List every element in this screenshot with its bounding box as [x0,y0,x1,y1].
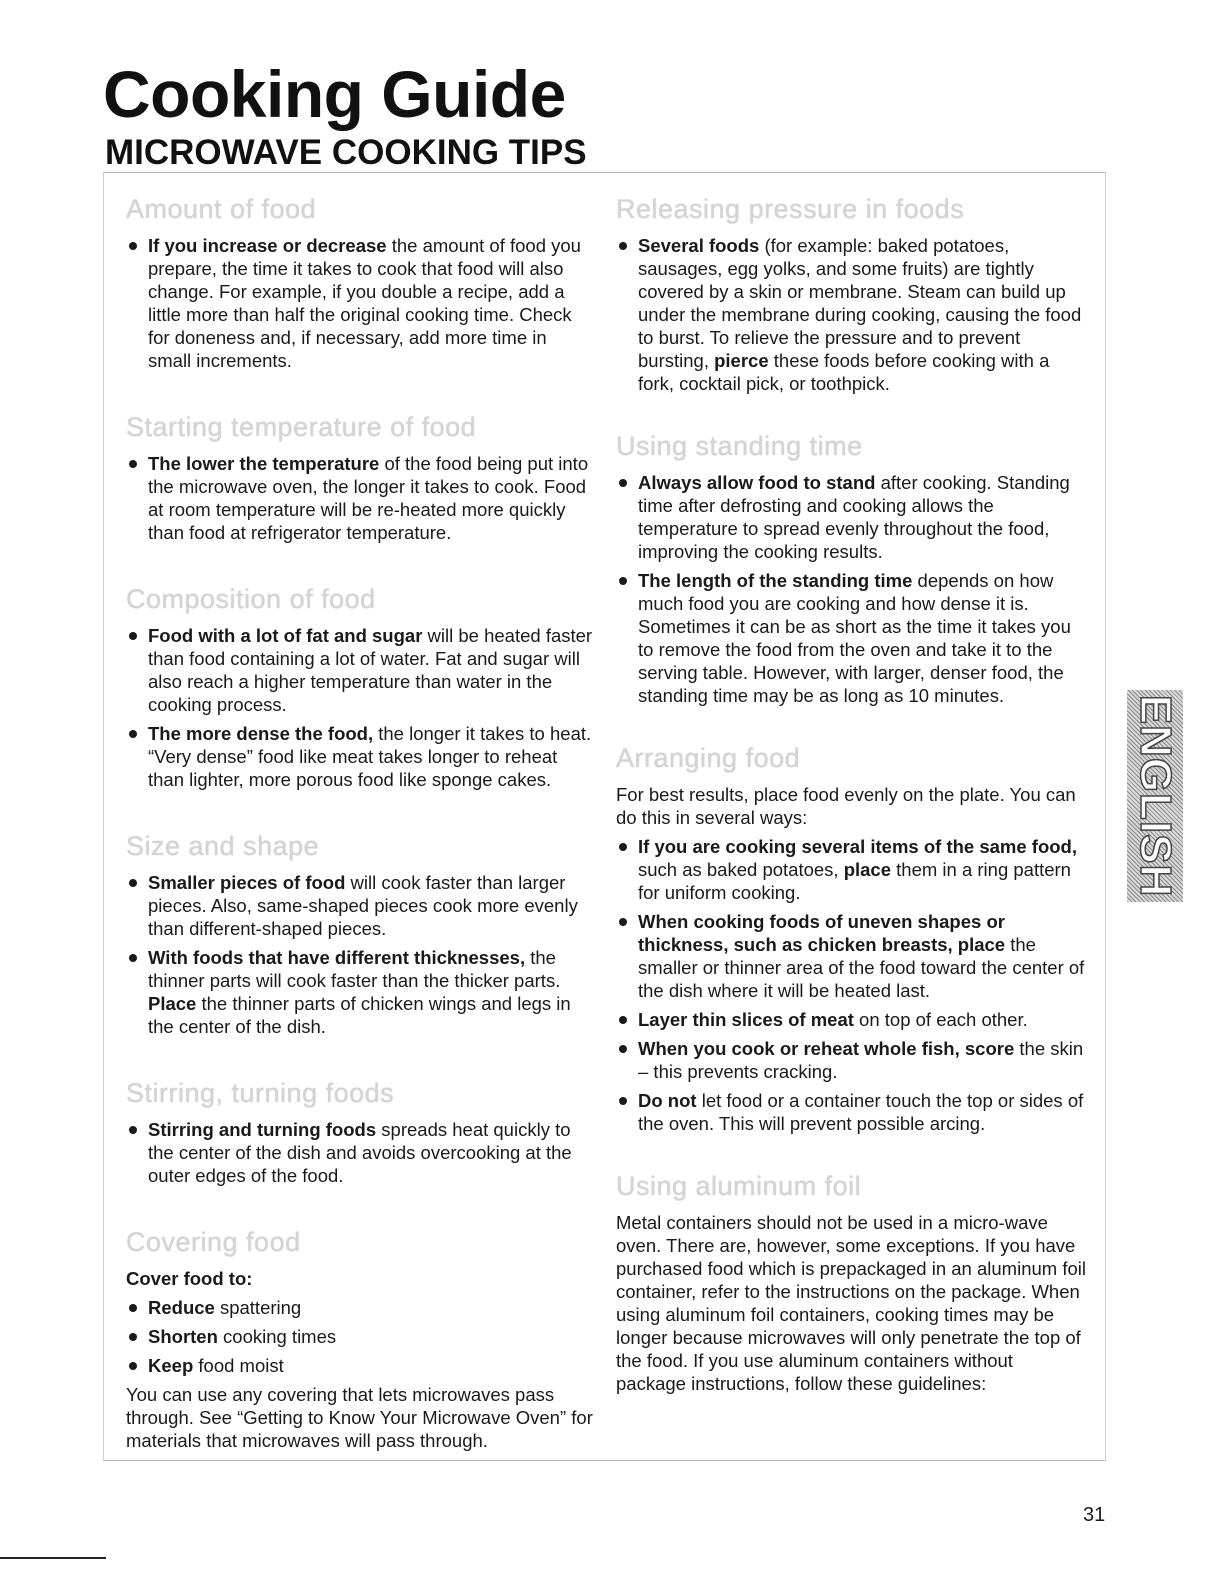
bold-lead: With foods that have different thicknesses, [148,947,526,968]
bullet-list [126,1296,594,1377]
bold-lead: Food with a lot of fat and sugar [148,625,423,646]
section-releasing-pressure [616,192,1088,395]
list-item [616,1037,1088,1083]
list-item [126,946,594,1038]
bold-lead: Shorten [148,1326,218,1347]
list-item [126,1325,594,1348]
item-text: these foods before cooking with a fork, cocktail pick, or toothpick. [638,350,1050,394]
item-text: will cook faster than larger pieces. Also, same-shaped pieces cook more evenly than different-shaped pieces. [148,872,578,939]
section-arranging-food [616,741,1088,1135]
bold-lead: The lower the temperature [148,453,380,474]
page-subtitle: MICROWAVE COOKING TIPS [105,133,587,172]
section-composition-of-food [126,582,594,791]
bold-lead: The length of the standing time [638,570,913,591]
item-text: on top of each other. [853,1009,1028,1030]
item-text: the thinner parts of chicken wings and legs in the center of the dish. [148,993,571,1037]
item-text: spreads heat quickly to the center of the dish and avoids overcooking at the outer edges of the food. [148,1119,572,1186]
bold-lead: Always allow food to stand [638,472,876,493]
bold-lead: Keep [148,1355,194,1376]
bullet-list [126,452,594,544]
list-item [616,1089,1088,1135]
bold-lead: Reduce [148,1297,215,1318]
bold-inline: pierce [714,350,769,371]
side-tab-label: ENGLISH [1131,694,1180,898]
foil-paragraph: Metal containers should not be used in a micro-wave oven. There are, however, some exceptions. If you have purchased food which is prepackaged in an aluminum foil container, refer to the instructions on the package. When using aluminum foil containers, cooking times may be longer because microwaves will only penetrate the top of the food. If you use aluminum containers without package instructions, follow these guidelines: [616,1212,1086,1394]
list-item [616,835,1088,904]
item-text: spattering [214,1297,302,1318]
bold-lead: When cooking foods of uneven shapes or thickness, such as chicken breasts, place [638,911,1006,955]
bullet-list [616,471,1088,707]
footer-rule [0,1557,106,1559]
item-text: after cooking. Standing time after defrosting and cooking allows the temperature to spread evenly throughout the food, improving the cooking results. [638,472,1070,562]
item-text: the smaller or thinner area of the food toward the center of the dish where it will be heated last. [638,934,1085,1001]
section-amount-of-food [126,192,594,372]
item-text: depends on how much food you are cooking and how dense it is. Sometimes it can be as short as the time it takes you to remove the food from the oven and take it to the serving table. However, with larger, denser food, the standing time may be as long as 10 minutes. [638,570,1071,706]
left-column [126,192,594,1490]
section-heading: Covering food [126,1227,301,1257]
bold-lead: Stirring and turning foods [148,1119,377,1140]
section-stirring-turning [126,1076,594,1187]
bold-lead: When you cook or reheat whole fish, score [638,1038,1015,1059]
bold-lead: Layer thin slices of meat [638,1009,854,1030]
bold-inline: place [843,859,892,880]
arranging-paragraph: For best results, place food evenly on the plate. You can do this in several ways: [616,784,1076,828]
item-text: the skin – this prevents cracking. [638,1038,1084,1082]
list-item [126,234,594,372]
list-item [616,1008,1088,1031]
item-text: (for example: baked potatoes, sausages, egg yolks, and some fruits) are tightly covered by a skin or membrane. Steam can build up under the membrane during cooking, causing the food to burst. To relieve the pressure and to prevent bursting, [638,235,1082,371]
bold-inline: Place [148,993,197,1014]
list-item [616,569,1088,707]
list-item [616,910,1088,1002]
item-text: of the food being put into the microwave oven, the longer it takes to cook. Food at room temperature will be re-heated more quickly than food at refrigerator temperature. [148,453,589,543]
bold-lead: The more dense the food, [148,723,374,744]
section-size-and-shape [126,829,594,1038]
bullet-list [126,624,594,791]
bold-lead: If you increase or decrease [148,235,387,256]
section-heading: Using standing time [616,431,863,461]
item-text: such as baked potatoes, [638,859,844,880]
section-heading: Amount of food [126,194,317,224]
list-item [616,234,1088,395]
list-item [126,871,594,940]
bold-lead: Do not [638,1090,697,1111]
bold-lead: If you are cooking several items of the same food, [638,836,1077,857]
list-item [126,452,594,544]
bullet-list [126,871,594,1038]
item-text: them in a ring pattern for uniform cooking. [638,859,1071,903]
bullet-list [126,1118,594,1187]
covering-paragraph: You can use any covering that lets microwaves pass through. See “Getting to Know Your Microwave Oven” for materials that microwaves will pass through. [126,1384,593,1451]
item-text: the longer it takes to heat. “Very dense” food like meat takes longer to reheat than lighter, more porous food like sponge cakes. [148,723,592,790]
list-item [616,471,1088,563]
language-side-tab [1127,690,1183,902]
bullet-list [616,835,1088,1135]
item-text: the amount of food you prepare, the time it takes to cook that food will also change. For example, if you double a recipe, add a little more than half the original cooking time. Check for doneness and, if necessary, add more time in small increments. [148,235,581,371]
section-heading: Releasing pressure in foods [616,194,965,224]
list-item [126,722,594,791]
section-heading: Arranging food [616,743,801,773]
item-text: the thinner parts will cook faster than the thicker parts. [148,947,561,991]
item-text: food moist [193,1355,284,1376]
section-standing-time [616,429,1088,707]
section-heading: Composition of food [126,584,376,614]
section-covering-food [126,1225,594,1452]
list-item [126,624,594,716]
section-heading: Using aluminum foil [616,1171,862,1201]
list-item [126,1354,594,1377]
bold-lead: Several foods [638,235,760,256]
item-text: will be heated faster than food containing a lot of water. Fat and sugar will also reach a higher temperature than water in the cooking process. [148,625,593,715]
list-item [126,1118,594,1187]
section-heading: Stirring, turning foods [126,1078,395,1108]
item-text: let food or a container touch the top or sides of the oven. This will prevent possible arcing. [638,1090,1084,1134]
list-item [126,1296,594,1319]
section-starting-temperature [126,410,594,544]
item-text: cooking times [217,1326,337,1347]
section-heading: Size and shape [126,831,320,861]
section-aluminum-foil [616,1169,1088,1395]
bullet-list [126,234,594,372]
page-title: Cooking Guide [103,57,566,131]
bullet-list [616,234,1088,395]
covering-lead: Cover food to: [126,1268,253,1289]
page-number: 31 [1083,1504,1106,1526]
section-heading: Starting temperature of food [126,412,477,442]
bold-lead: Smaller pieces of food [148,872,346,893]
right-column [616,192,1088,1429]
